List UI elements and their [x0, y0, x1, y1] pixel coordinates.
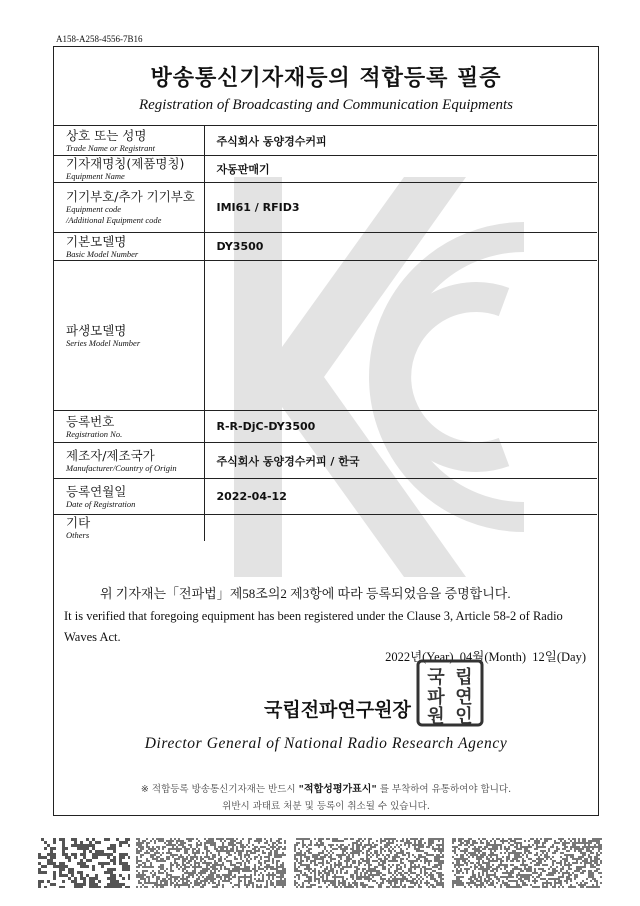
table-row	[54, 443, 597, 479]
document-id: A158-A258-4556-7B16	[56, 34, 143, 44]
row-label-english: Basic Model Number	[66, 248, 139, 259]
row-label-korean: 등록번호	[66, 413, 115, 429]
svg-text:국: 국	[427, 667, 445, 688]
row-value: 주식회사 동양경수커피	[204, 126, 597, 156]
issuer-english: Director General of National Radio Research Agency	[144, 735, 508, 752]
row-label	[54, 411, 204, 443]
row-value: R-R-DjC-DY3500	[204, 411, 597, 443]
registration-table	[54, 125, 597, 541]
table-row	[54, 479, 597, 515]
table-row	[54, 183, 597, 233]
row-label	[54, 443, 204, 479]
table-row	[54, 515, 597, 542]
issue-date: 2022년(Year) 04월(Month) 12일(Day)	[385, 650, 586, 664]
row-label-korean: 파생모델명	[66, 322, 127, 338]
row-value	[204, 261, 597, 411]
row-label-english-2: /Additional Equipment code	[66, 215, 162, 225]
date-year: 2022	[385, 650, 411, 664]
row-value: 자동판매기	[204, 156, 597, 183]
table-row	[54, 156, 597, 183]
table-row	[54, 261, 597, 411]
row-label-english: Trade Name or Registrant	[66, 142, 156, 153]
row-label-english: Series Model Number	[66, 337, 141, 348]
row-label-korean: 기기부호/추가 기기부호	[66, 189, 195, 204]
svg-text:원: 원	[427, 706, 445, 727]
row-label-english: Registration No.	[66, 428, 123, 439]
certification-english: It is verified that foregoing equipment has been registered under the Clause 3, Article 58-2 of Radio Waves Act.	[64, 609, 563, 644]
row-value: 2022-04-12	[204, 479, 597, 515]
row-label-english: Equipment code	[66, 204, 121, 214]
svg-text:파: 파	[427, 687, 445, 708]
row-label	[54, 183, 204, 233]
row-label-korean: 제조자/제조국가	[66, 447, 155, 463]
row-value: DY3500	[204, 233, 597, 261]
row-label	[54, 261, 204, 411]
row-label-korean: 기자재명칭(제품명칭)	[66, 156, 185, 171]
row-label-english: Equipment Name	[66, 171, 125, 181]
date-day: 12	[532, 650, 545, 664]
row-label	[54, 515, 204, 542]
row-label	[54, 126, 204, 156]
date-month: 04	[459, 650, 473, 664]
row-label-english: Date of Registration	[66, 498, 136, 509]
row-label	[54, 233, 204, 261]
row-value: IMI61 / RFID3	[204, 183, 597, 233]
official-seal-icon	[416, 659, 484, 727]
certificate-frame	[53, 46, 599, 816]
row-label-korean: 상호 또는 성명	[66, 127, 147, 143]
barcode-icon	[38, 838, 130, 888]
notice: ※ 적합등록 방송통신기자재는 반드시 "적합성평가표시" 를 부착하여 유통하여야 합니다. 위반시 과태료 처분 및 등록이 취소될 수 있습니다.	[140, 784, 512, 812]
title-korean: 방송통신기자재등의 적합등록 필증	[150, 66, 502, 91]
certification-statement	[54, 583, 598, 648]
barcode-icon	[294, 838, 444, 888]
row-label-english: Others	[66, 530, 90, 540]
row-label	[54, 156, 204, 183]
row-label	[54, 479, 204, 515]
table-row	[54, 233, 597, 261]
svg-text:연: 연	[455, 687, 473, 708]
row-label-korean: 기본모델명	[66, 233, 127, 249]
certification-korean: 위 기자재는「전파법」제58조의2 제3항에 따라 등록되었음을 증명합니다.	[100, 586, 511, 601]
title-english: Registration of Broadcasting and Communication Equipments	[138, 97, 513, 113]
svg-text:인: 인	[455, 706, 473, 727]
row-value: 주식회사 동양경수커피 / 한국	[204, 443, 597, 479]
barcode-icon	[452, 838, 602, 888]
row-label-english: Manufacturer/Country of Origin	[66, 462, 177, 473]
table-row	[54, 411, 597, 443]
row-label-korean: 등록연월일	[66, 483, 127, 499]
svg-text:립: 립	[455, 667, 473, 688]
row-label-korean: 기타	[66, 515, 91, 530]
barcode-icon	[136, 838, 286, 888]
table-row	[54, 126, 597, 156]
row-value	[204, 515, 597, 542]
issuer-korean: 국립전파연구원장	[264, 699, 411, 721]
